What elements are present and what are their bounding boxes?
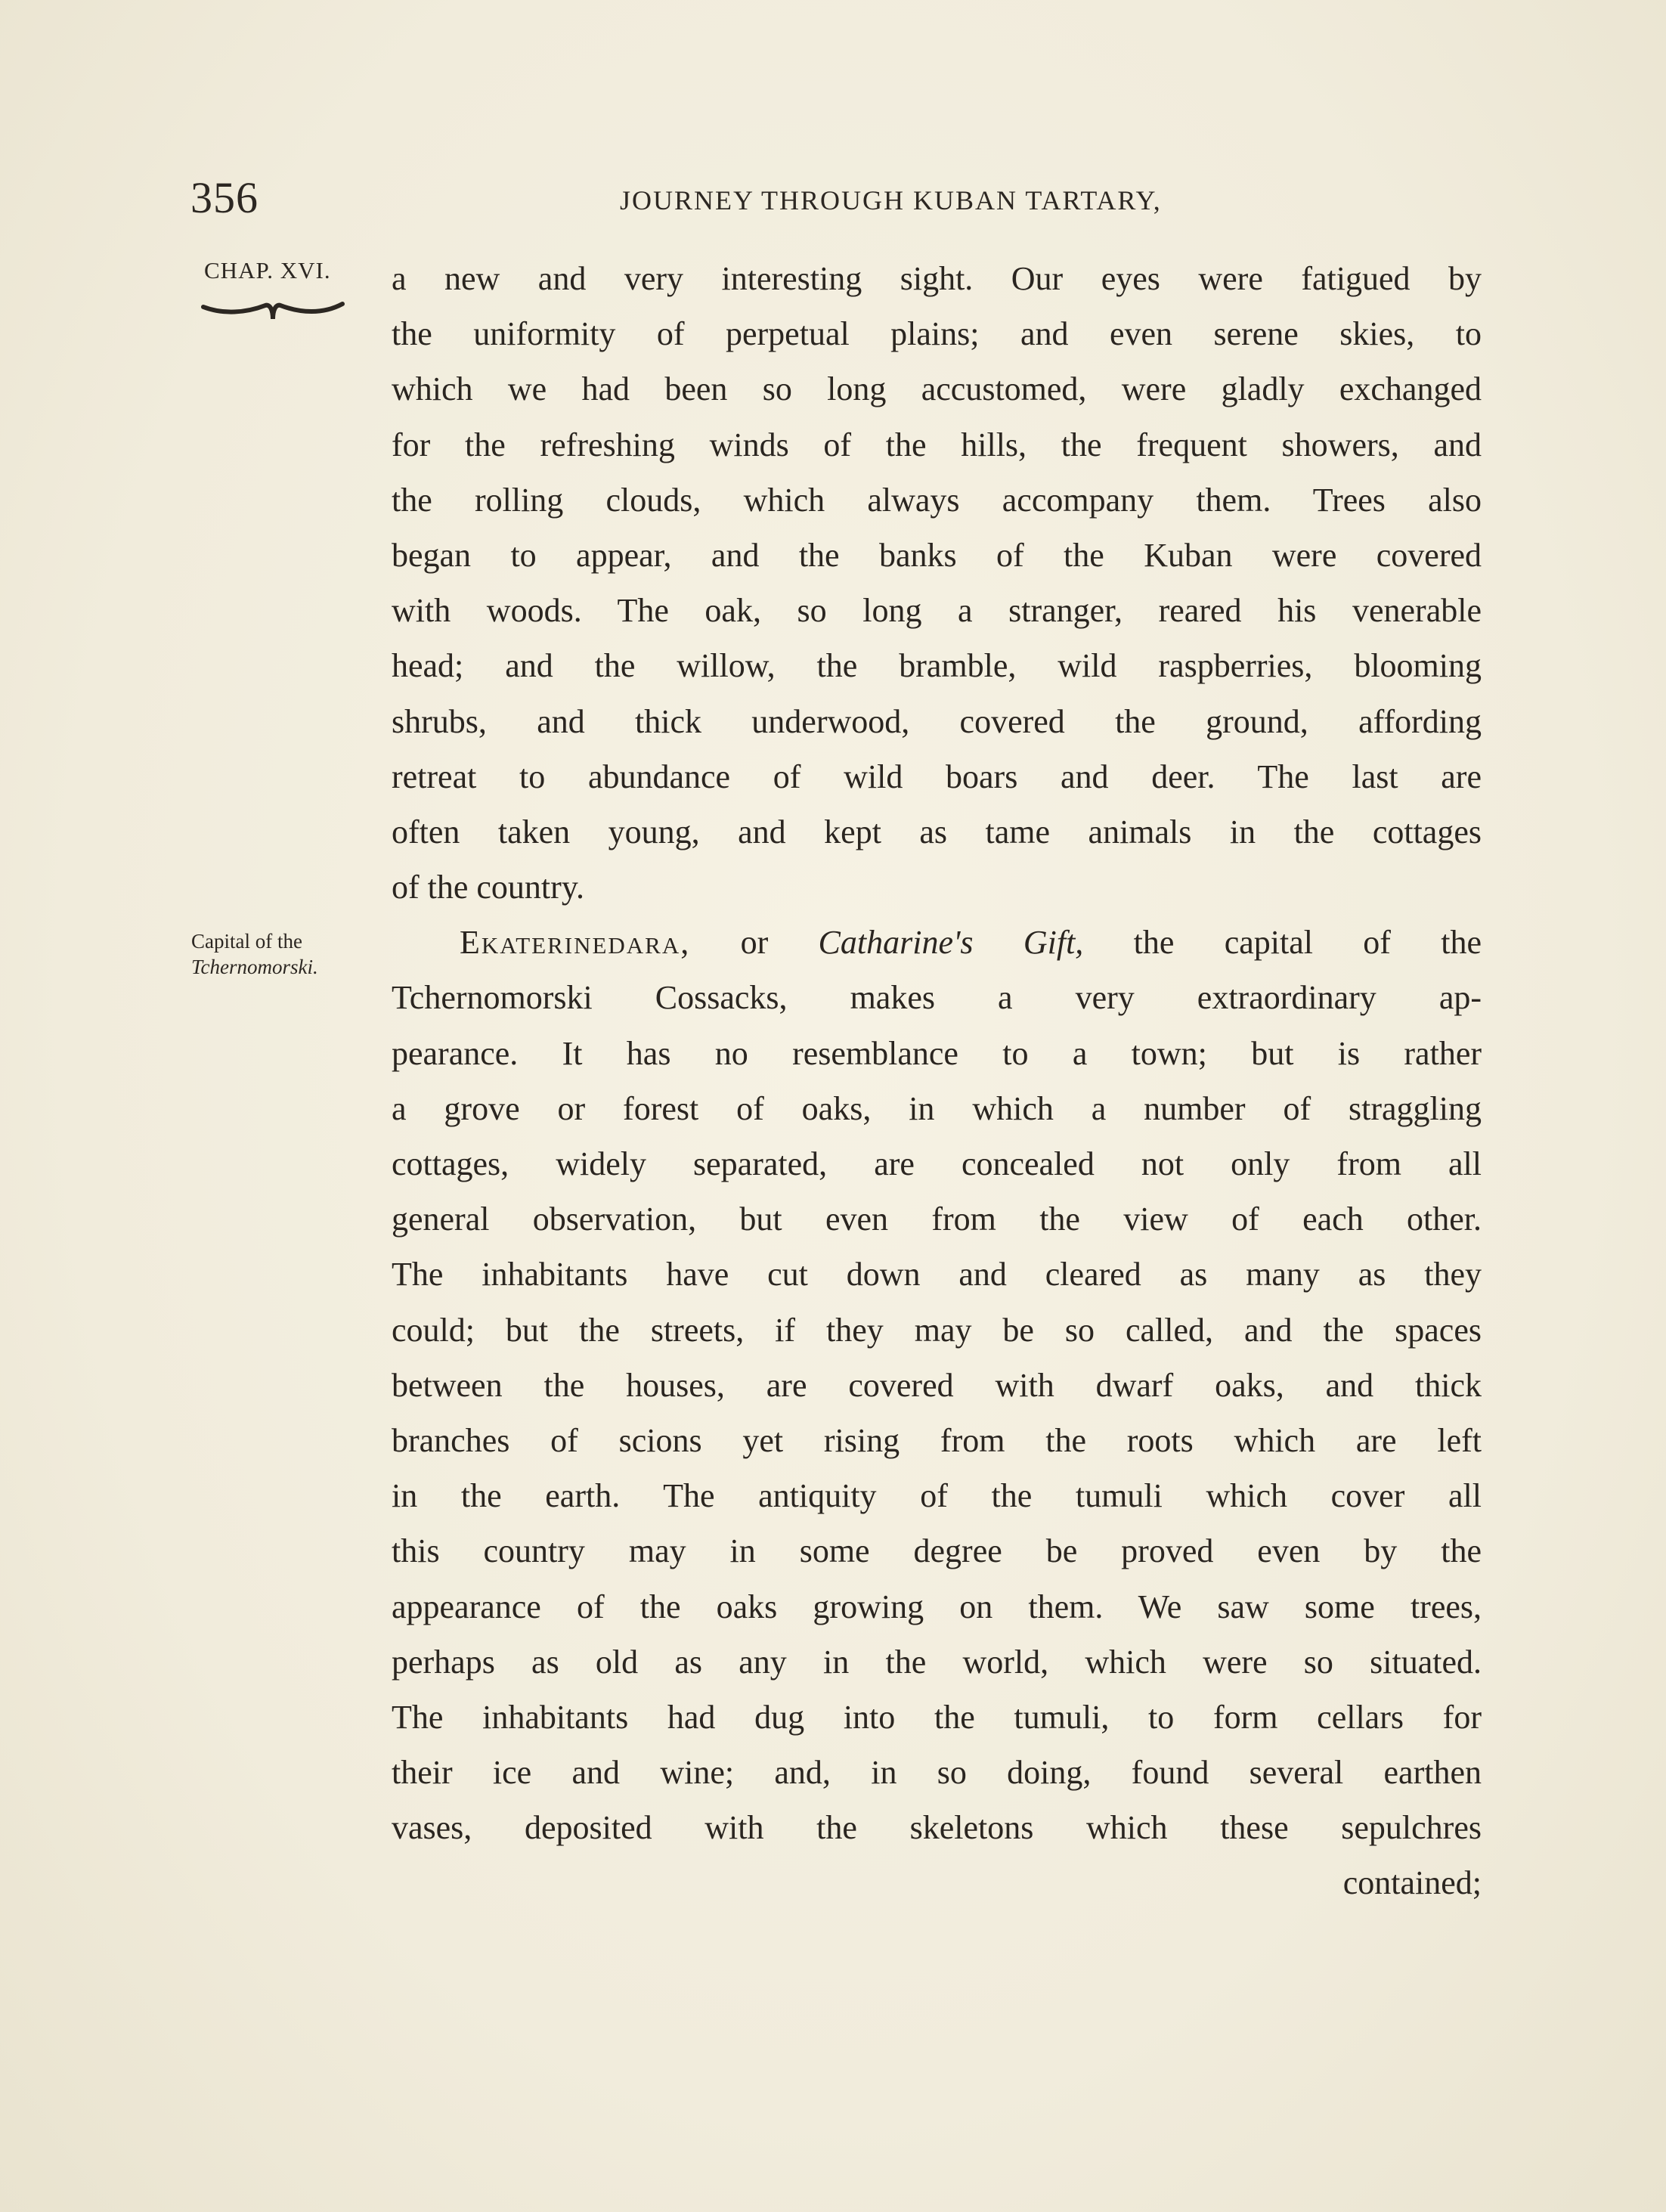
body-text	[392, 251, 1482, 1911]
text-line: the rolling clouds, which always accompany them. Trees also	[392, 481, 1482, 519]
text-line: between the houses, are covered with dwarf oaks, and thick	[392, 1366, 1482, 1404]
text-line: general observation, but even from the view of each other.	[392, 1200, 1482, 1238]
chapter-marker: CHAP. XVI.	[204, 257, 331, 283]
text-line: pearance. It has no resemblance to a town; but is rather	[392, 1034, 1482, 1072]
catchword: contained;	[1342, 1864, 1482, 1902]
running-title: JOURNEY THROUGH KUBAN TARTARY,	[620, 185, 1162, 215]
text-line: for the refreshing winds of the hills, the frequent showers, and	[392, 426, 1482, 463]
text-fragment: or	[690, 924, 819, 962]
text-line: vases, deposited with the skeletons which these sepulchres	[392, 1809, 1482, 1847]
text-line: a grove or forest of oaks, in which a number of straggling	[392, 1089, 1482, 1127]
text-line: the uniformity of perpetual plains; and even serene skies, to	[392, 315, 1482, 353]
text-line: perhaps as old as any in the world, which were so situated.	[392, 1643, 1482, 1681]
text-line: The inhabitants have cut down and cleared as many as they	[392, 1256, 1482, 1293]
text-line: shrubs, and thick underwood, covered the ground, affording	[392, 702, 1482, 740]
text-line: Tchernomorski Cossacks, makes a very extraordinary ap-	[392, 979, 1482, 1017]
text-line: The inhabitants had dug into the tumuli, to form cellars for	[392, 1698, 1482, 1736]
place-name: Ekaterinedara,	[460, 924, 691, 962]
side-note	[191, 928, 318, 980]
text-line: with woods. The oak, so long a stranger, reared his venerable	[392, 592, 1482, 630]
text-line: head; and the willow, the bramble, wild raspberries, blooming	[392, 647, 1482, 685]
text-line: appearance of the oaks growing on them. We saw some trees,	[392, 1588, 1482, 1625]
place-translation: Catharine's Gift,	[818, 924, 1084, 962]
side-note-line-2: Tchernomorski.	[191, 956, 318, 978]
text-line: this country may in some degree be proved even by the	[392, 1532, 1482, 1570]
text-line: branches of scions yet rising from the roots which are left	[392, 1421, 1482, 1459]
text-line: retreat to abundance of wild boars and deer. The last are	[392, 757, 1482, 795]
text-line: could; but the streets, if they may be so called, and the spaces	[392, 1311, 1482, 1349]
text-line: cottages, widely separated, are concealed not only from all	[392, 1145, 1482, 1182]
paragraph-opening-line	[392, 915, 1482, 970]
side-note-line-1: Capital of the	[191, 930, 302, 953]
text-line: their ice and wine; and, in so doing, found several earthen	[392, 1754, 1482, 1792]
text-fragment: the capital of the	[1083, 924, 1482, 962]
text-line: of the country.	[392, 869, 584, 906]
text-line: began to appear, and the banks of the Kuban were covered	[392, 536, 1482, 574]
text-line: often taken young, and kept as tame animals in the cottages	[392, 813, 1482, 850]
page-number: 356	[190, 173, 259, 222]
text-line: which we had been so long accustomed, were gladly exchanged	[392, 370, 1482, 408]
chapter-brace-ornament	[200, 296, 345, 327]
text-line: a new and very interesting sight. Our eyes were fatigued by	[392, 260, 1482, 297]
text-line: in the earth. The antiquity of the tumuli which cover all	[392, 1477, 1482, 1515]
